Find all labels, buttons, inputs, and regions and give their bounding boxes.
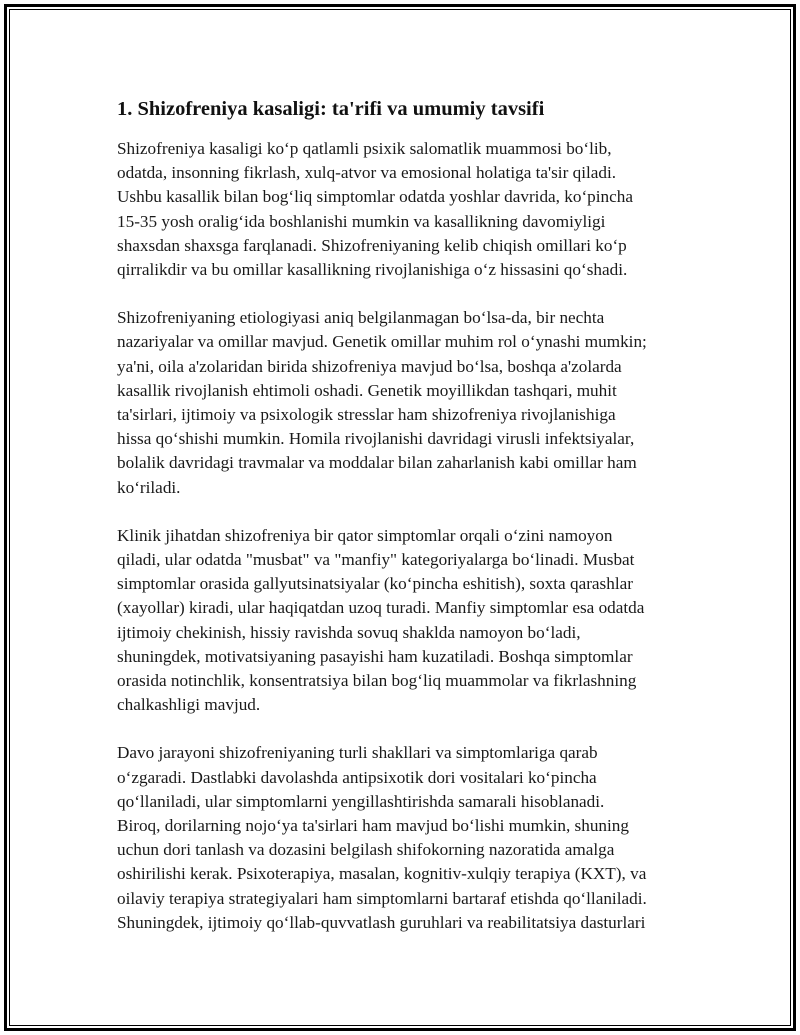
paragraph-treatment: Davo jarayoni shizofreniyaning turli shakllari va simptomlariga qarab o‘zgaradi. Dastlabki davolashda antipsixotik dori vositalari ko‘pincha qo‘llaniladi, ular simptomlarni yengillashtirishda samarali hisoblanadi. Biroq, dorilarning nojo‘ya ta'sirlari ham mavjud bo‘lishi mumkin, shuning uchun dori tanlash va dozasini belgilash shifokorning nazoratida amalga oshirilishi kerak. Psixoterapiya, masalan, kognitiv-xulqiy terapiya (KXT), va oilaviy terapiya strategiyalari ham simptomlarni bartaraf etishda qo‘llaniladi. Shuningdek, ijtimoiy qo‘llab-quvvatlash guruhlari va reabilitatsiya dasturlari — [117, 743, 647, 932]
document-body — [117, 95, 697, 959]
paragraph-etiology: Shizofreniyaning etiologiyasi aniq belgilanmagan bo‘lsa-da, bir nechta nazariyalar va omillar mavjud. Genetik omillar muhim rol o‘ynashi mumkin; ya'ni, oila a'zolaridan birida shizofreniya mavjud bo‘lsa, boshqa a'zolarda kasallik rivojlanish ehtimoli oshadi. Genetik moyillikdan tashqari, muhit ta'sirlari, ijtimoiy va psixologik stresslar ham shizofreniya rivojlanishiga hissa qo‘shishi mumkin. Homila rivojlanishi davridagi virusli infektsiyalar, bolalik davridagi travmalar va moddalar bilan zaharlanish kabi omillar ham ko‘riladi. — [117, 308, 647, 497]
section-heading: 1. Shizofreniya kasaligi: ta'rifi va umumiy tavsifi — [117, 98, 545, 120]
paragraph-definition: Shizofreniya kasaligi ko‘p qatlamli psixik salomatlik muammosi bo‘lib, odatda, insonning fikrlash, xulq-atvor va emosional holatiga ta'sir qiladi. Ushbu kasallik bilan bog‘liq simptomlar odatda yoshlar davrida, ko‘pincha 15-35 yosh oralig‘ida boshlanishi mumkin va kasallikning davomiyligi shaxsdan shaxsga farqlanadi. Shizofreniyaning kelib chiqish omillari ko‘p qirralikdir va bu omillar kasallikning rivojlanishiga o‘z hissasini qo‘shadi. — [117, 139, 633, 280]
paragraph-clinical: Klinik jihatdan shizofreniya bir qator simptomlar orqali o‘zini namoyon qiladi, ular odatda "musbat" va "manfiy" kategoriyalarga bo‘linadi. Musbat simptomlar orasida gallyutsinatsiyalar (ko‘pincha eshitish), soxta qarashlar (xayollar) kiradi, ular haqiqatdan uzoq turadi. Manfiy simptomlar esa odatda ijtimoiy chekinish, hissiy ravishda sovuq shaklda namoyon bo‘ladi, shuningdek, motivatsiyaning pasayishi ham kuzatiladi. Boshqa simptomlar orasida notinchlik, konsentratsiya bilan bog‘liq muammolar va fikrlashning chalkashligi mavjud. — [117, 525, 645, 715]
page-frame — [4, 4, 796, 1031]
